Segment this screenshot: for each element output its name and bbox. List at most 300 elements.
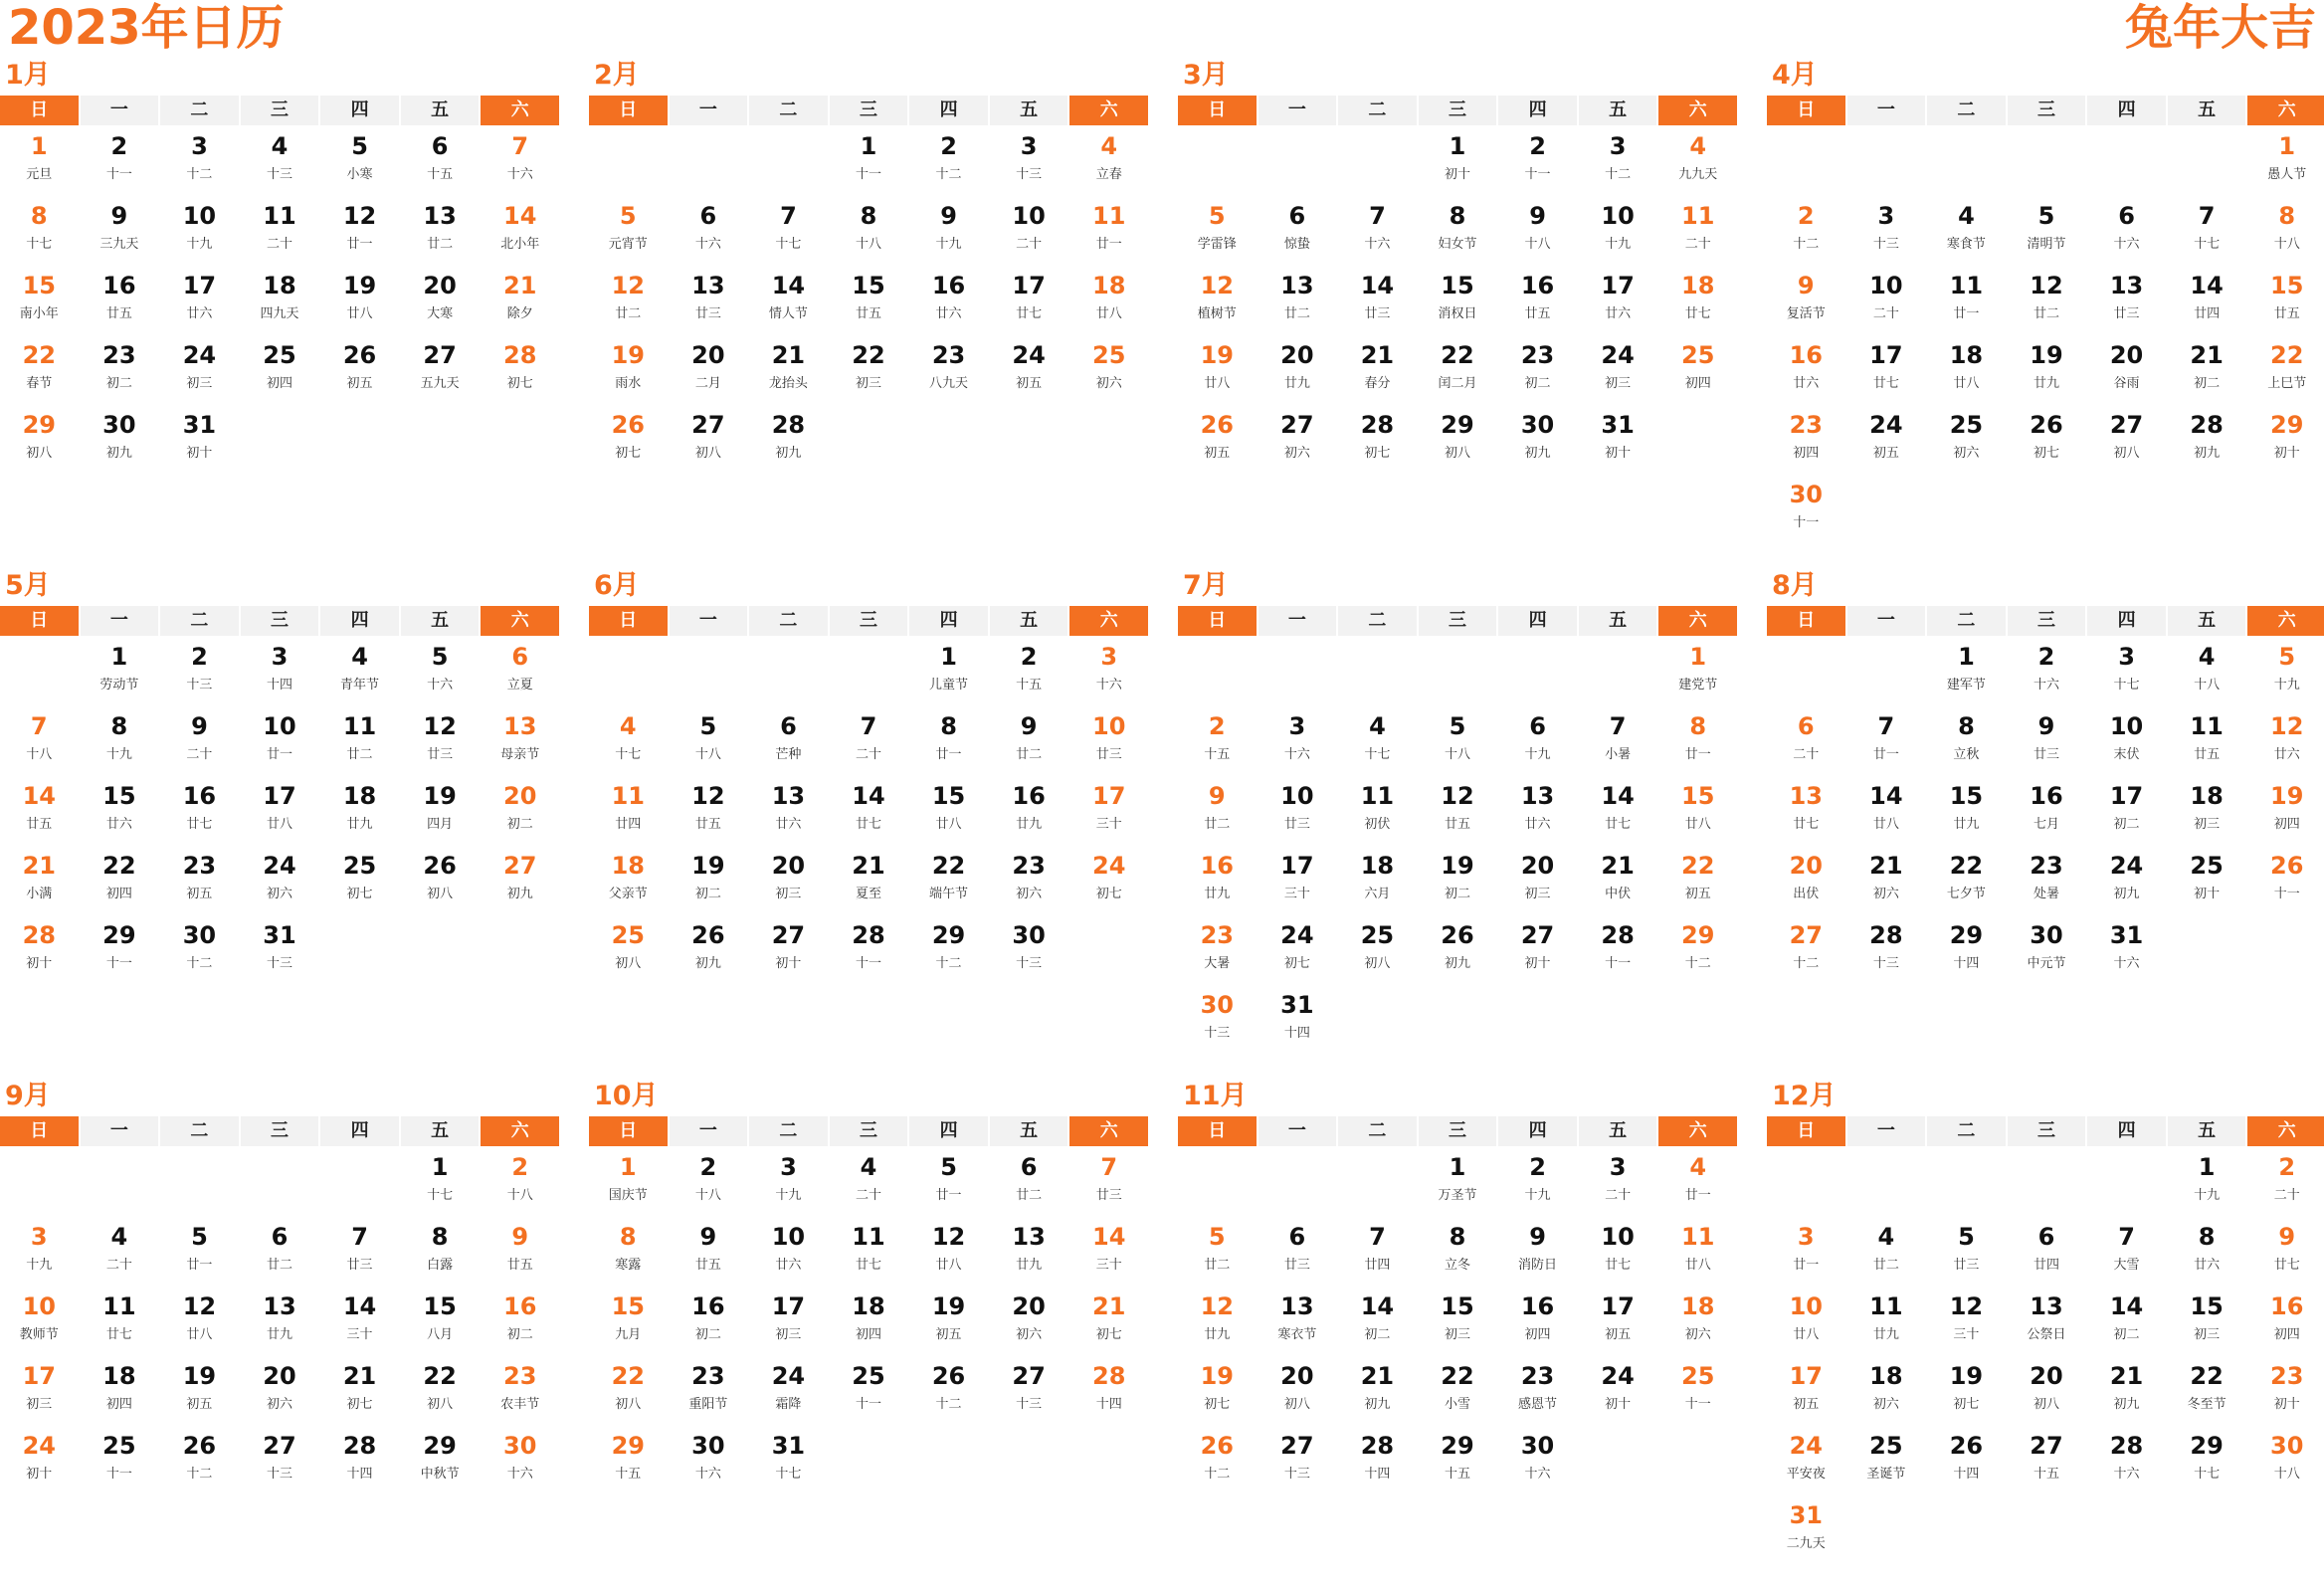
day-cell bbox=[1259, 709, 1337, 779]
day-cell bbox=[990, 640, 1068, 709]
day-cell bbox=[670, 269, 748, 338]
day-number: 15 bbox=[2270, 272, 2304, 299]
lunar-label: 初七 bbox=[1095, 1327, 1122, 1342]
day-number: 17 bbox=[1601, 272, 1635, 299]
weekday-label: 五 bbox=[2168, 606, 2246, 636]
weekday-label: 四 bbox=[320, 606, 399, 636]
day-cell bbox=[1847, 269, 1926, 338]
day-cell bbox=[0, 1359, 79, 1429]
lunar-label: 雨水 bbox=[615, 376, 642, 391]
day-number: 28 bbox=[2109, 1432, 2144, 1460]
day-cell bbox=[2247, 408, 2324, 478]
day-number: 21 bbox=[1092, 1292, 1126, 1320]
lunar-label: 立冬 bbox=[1444, 1258, 1470, 1273]
day-cell bbox=[1178, 988, 1257, 1058]
lunar-label: 初十 bbox=[1444, 167, 1470, 182]
weekday-header bbox=[589, 1116, 1148, 1146]
day-cell bbox=[749, 199, 828, 269]
day-number: 10 bbox=[1601, 1223, 1635, 1251]
day-cell bbox=[1338, 849, 1417, 918]
day-cell bbox=[1069, 1289, 1148, 1359]
day-cell bbox=[990, 199, 1068, 269]
day-number: 9 bbox=[511, 1223, 529, 1251]
weekday-label: 二 bbox=[160, 96, 239, 125]
lunar-label: 初九 bbox=[2113, 887, 2140, 901]
lunar-label: 十三 bbox=[1872, 956, 1899, 971]
day-number: 10 bbox=[1280, 782, 1314, 810]
day-number: 12 bbox=[2270, 712, 2304, 740]
day-number: 18 bbox=[1869, 1362, 1903, 1390]
day-cell bbox=[481, 640, 559, 709]
lunar-label: 初四 bbox=[2273, 1327, 2300, 1342]
lunar-label: 十八 bbox=[694, 1188, 721, 1203]
lunar-label: 十八 bbox=[855, 237, 881, 252]
lunar-label: 十七 bbox=[615, 747, 642, 762]
lunar-label: 十二 bbox=[1684, 956, 1711, 971]
day-cell bbox=[1498, 849, 1577, 918]
day-cell bbox=[1259, 779, 1337, 849]
day-cell bbox=[909, 709, 988, 779]
day-cell bbox=[481, 849, 559, 918]
day-cell bbox=[589, 709, 668, 779]
weekday-label: 六 bbox=[481, 606, 559, 636]
day-cell bbox=[1579, 129, 1657, 199]
lunar-label: 初八 bbox=[427, 1397, 454, 1412]
month-title: 1月 bbox=[5, 60, 51, 91]
weekday-label: 二 bbox=[1338, 606, 1417, 636]
day-number: 27 bbox=[1789, 921, 1823, 949]
day-cell bbox=[0, 269, 79, 338]
day-grid bbox=[0, 129, 559, 478]
day-cell bbox=[1259, 1289, 1337, 1359]
lunar-label: 二十 bbox=[1605, 1188, 1632, 1203]
lunar-label: 十二 bbox=[1793, 956, 1820, 971]
weekday-label: 三 bbox=[830, 96, 908, 125]
lunar-label: 初九 bbox=[105, 446, 132, 461]
month-block bbox=[1767, 56, 2324, 566]
day-number: 11 bbox=[1681, 1223, 1715, 1251]
day-cell bbox=[81, 1220, 159, 1289]
day-number: 31 bbox=[771, 1432, 806, 1460]
lunar-label: 建军节 bbox=[1946, 678, 1986, 693]
day-cell bbox=[401, 779, 480, 849]
lunar-label: 十九 bbox=[1605, 237, 1632, 252]
weekday-label: 五 bbox=[401, 606, 480, 636]
lunar-label: 十一 bbox=[855, 167, 881, 182]
day-number: 4 bbox=[1369, 712, 1386, 740]
day-cell bbox=[1259, 918, 1337, 988]
weekday-label: 四 bbox=[320, 1116, 399, 1146]
lunar-label: 十八 bbox=[26, 747, 53, 762]
day-cell bbox=[830, 1359, 908, 1429]
day-number: 16 bbox=[102, 272, 136, 299]
lunar-label: 廿一 bbox=[935, 1188, 962, 1203]
empty-day-cell bbox=[1847, 1150, 1926, 1220]
day-number: 25 bbox=[1092, 341, 1126, 369]
day-cell bbox=[1927, 408, 2006, 478]
day-cell bbox=[481, 129, 559, 199]
day-cell bbox=[1767, 918, 1845, 988]
day-cell bbox=[1498, 269, 1577, 338]
weekday-label: 五 bbox=[1579, 606, 1657, 636]
empty-day-cell bbox=[2008, 1150, 2086, 1220]
day-cell bbox=[1259, 338, 1337, 408]
day-cell bbox=[2087, 849, 2166, 918]
day-number: 24 bbox=[1280, 921, 1314, 949]
day-cell bbox=[589, 1220, 668, 1289]
weekday-label: 六 bbox=[1658, 96, 1737, 125]
day-cell bbox=[481, 1150, 559, 1220]
day-number: 22 bbox=[611, 1362, 645, 1390]
day-cell bbox=[670, 338, 748, 408]
lunar-label: 清明节 bbox=[2027, 237, 2066, 252]
day-cell bbox=[2168, 1150, 2246, 1220]
day-number: 13 bbox=[1280, 1292, 1314, 1320]
day-cell bbox=[481, 199, 559, 269]
lunar-label: 十四 bbox=[1364, 1467, 1391, 1482]
day-number: 19 bbox=[1441, 852, 1474, 880]
day-cell bbox=[481, 709, 559, 779]
lunar-label: 十六 bbox=[1283, 747, 1310, 762]
weekday-label: 日 bbox=[1178, 606, 1257, 636]
day-number: 5 bbox=[351, 132, 368, 160]
day-cell bbox=[990, 1289, 1068, 1359]
lunar-label: 廿四 bbox=[2194, 306, 2221, 321]
day-number: 28 bbox=[342, 1432, 377, 1460]
lunar-label: 廿九 bbox=[1016, 1258, 1043, 1273]
lunar-label: 十七 bbox=[775, 1467, 802, 1482]
lunar-label: 廿一 bbox=[935, 747, 962, 762]
day-number: 8 bbox=[619, 1223, 637, 1251]
lunar-label: 夏至 bbox=[855, 887, 881, 901]
lunar-label: 初七 bbox=[346, 887, 373, 901]
day-number: 7 bbox=[1877, 712, 1895, 740]
lunar-label: 初六 bbox=[266, 887, 292, 901]
day-number: 12 bbox=[423, 712, 457, 740]
day-cell bbox=[1927, 918, 2006, 988]
day-number: 17 bbox=[1280, 852, 1314, 880]
day-number: 28 bbox=[1360, 1432, 1395, 1460]
day-number: 8 bbox=[1958, 712, 1975, 740]
weekday-label: 二 bbox=[749, 96, 828, 125]
day-cell bbox=[481, 779, 559, 849]
weekday-label: 一 bbox=[1847, 96, 1926, 125]
day-number: 14 bbox=[2190, 272, 2224, 299]
day-number: 24 bbox=[1092, 852, 1126, 880]
lunar-label: 廿一 bbox=[186, 1258, 213, 1273]
day-cell bbox=[749, 709, 828, 779]
day-number: 10 bbox=[771, 1223, 806, 1251]
lunar-label: 十三 bbox=[1283, 1467, 1310, 1482]
lunar-label: 廿八 bbox=[186, 1327, 213, 1342]
day-cell bbox=[990, 269, 1068, 338]
day-cell bbox=[830, 1220, 908, 1289]
day-number: 18 bbox=[342, 782, 377, 810]
weekday-label: 五 bbox=[1579, 1116, 1657, 1146]
day-number: 15 bbox=[931, 782, 966, 810]
month-block bbox=[1767, 1077, 2324, 1587]
lunar-label: 十一 bbox=[855, 956, 881, 971]
day-cell bbox=[2008, 709, 2086, 779]
day-cell bbox=[1927, 1359, 2006, 1429]
lunar-label: 初三 bbox=[186, 376, 213, 391]
day-number: 2 bbox=[2278, 1153, 2296, 1181]
lunar-label: 寒食节 bbox=[1946, 237, 1986, 252]
lunar-label: 廿三 bbox=[427, 747, 454, 762]
day-number: 29 bbox=[2190, 1432, 2224, 1460]
lunar-label: 廿二 bbox=[2033, 306, 2059, 321]
lunar-label: 十六 bbox=[506, 1467, 533, 1482]
day-cell bbox=[990, 1359, 1068, 1429]
day-number: 6 bbox=[1797, 712, 1815, 740]
day-number: 20 bbox=[2109, 341, 2144, 369]
day-cell bbox=[1658, 849, 1737, 918]
weekday-label: 六 bbox=[1658, 1116, 1737, 1146]
lunar-label: 劳动节 bbox=[99, 678, 139, 693]
empty-day-cell bbox=[2087, 129, 2166, 199]
day-cell bbox=[909, 1220, 988, 1289]
month-title: 11月 bbox=[1183, 1081, 1248, 1111]
lunar-label: 二十 bbox=[105, 1258, 132, 1273]
day-cell bbox=[2247, 1359, 2324, 1429]
lunar-label: 初六 bbox=[1283, 446, 1310, 461]
day-number: 12 bbox=[1949, 1292, 1984, 1320]
lunar-label: 廿八 bbox=[1953, 376, 1980, 391]
day-cell bbox=[2247, 338, 2324, 408]
lunar-label: 十五 bbox=[427, 167, 454, 182]
empty-day-cell bbox=[2008, 129, 2086, 199]
weekday-label: 三 bbox=[241, 96, 319, 125]
day-cell bbox=[1658, 199, 1737, 269]
day-number: 21 bbox=[2190, 341, 2224, 369]
lunar-label: 廿六 bbox=[1524, 817, 1551, 832]
day-cell bbox=[1178, 849, 1257, 918]
day-number: 11 bbox=[852, 1223, 885, 1251]
day-cell bbox=[1767, 269, 1845, 338]
empty-day-cell bbox=[81, 1150, 159, 1220]
day-number: 15 bbox=[1441, 272, 1474, 299]
lunar-label: 三十 bbox=[346, 1327, 373, 1342]
month-title: 2月 bbox=[594, 60, 640, 91]
day-number: 20 bbox=[263, 1362, 296, 1390]
lunar-label: 初七 bbox=[2033, 446, 2059, 461]
day-grid bbox=[1767, 640, 2324, 988]
day-number: 20 bbox=[503, 782, 537, 810]
lunar-label: 初三 bbox=[775, 1327, 802, 1342]
lunar-label: 初八 bbox=[615, 1397, 642, 1412]
day-number: 28 bbox=[852, 921, 885, 949]
lunar-label: 廿三 bbox=[2033, 747, 2059, 762]
day-number: 23 bbox=[2030, 852, 2063, 880]
lunar-label: 十二 bbox=[935, 956, 962, 971]
day-cell bbox=[1069, 1220, 1148, 1289]
day-cell bbox=[1498, 338, 1577, 408]
lunar-label: 廿二 bbox=[1872, 1258, 1899, 1273]
day-number: 9 bbox=[940, 202, 957, 230]
day-number: 2 bbox=[940, 132, 957, 160]
day-cell bbox=[481, 269, 559, 338]
day-cell bbox=[589, 408, 668, 478]
day-grid bbox=[589, 640, 1148, 988]
day-number: 22 bbox=[423, 1362, 457, 1390]
day-number: 10 bbox=[1601, 202, 1635, 230]
day-number: 1 bbox=[1689, 643, 1707, 671]
day-cell bbox=[749, 918, 828, 988]
day-number: 13 bbox=[691, 272, 725, 299]
day-cell bbox=[2168, 338, 2246, 408]
lunar-label: 初八 bbox=[694, 446, 721, 461]
lunar-label: 廿七 bbox=[105, 1327, 132, 1342]
lunar-label: 十九 bbox=[186, 237, 213, 252]
day-cell bbox=[830, 269, 908, 338]
day-number: 24 bbox=[1601, 341, 1635, 369]
day-cell bbox=[2168, 779, 2246, 849]
day-cell bbox=[1338, 1289, 1417, 1359]
day-number: 6 bbox=[1020, 1153, 1038, 1181]
day-number: 4 bbox=[351, 643, 368, 671]
day-number: 21 bbox=[1869, 852, 1903, 880]
day-number: 30 bbox=[1789, 481, 1823, 508]
weekday-label: 一 bbox=[670, 1116, 748, 1146]
day-number: 16 bbox=[931, 272, 966, 299]
day-cell bbox=[320, 709, 399, 779]
lunar-label: 学雷锋 bbox=[1197, 237, 1237, 252]
day-cell bbox=[1767, 1498, 1845, 1568]
day-number: 28 bbox=[2190, 411, 2224, 439]
lunar-label: 十二 bbox=[1793, 237, 1820, 252]
day-grid bbox=[0, 640, 559, 988]
lunar-label: 初八 bbox=[1444, 446, 1470, 461]
day-number: 1 bbox=[619, 1153, 637, 1181]
day-number: 15 bbox=[423, 1292, 457, 1320]
day-cell bbox=[0, 849, 79, 918]
lunar-label: 十五 bbox=[615, 1467, 642, 1482]
day-cell bbox=[1259, 1220, 1337, 1289]
day-number: 19 bbox=[2270, 782, 2304, 810]
day-number: 21 bbox=[342, 1362, 377, 1390]
lunar-label: 公祭日 bbox=[2027, 1327, 2066, 1342]
day-number: 24 bbox=[771, 1362, 806, 1390]
day-cell bbox=[1498, 408, 1577, 478]
day-cell bbox=[830, 849, 908, 918]
day-number: 22 bbox=[1441, 1362, 1474, 1390]
day-cell bbox=[2087, 918, 2166, 988]
day-number: 24 bbox=[1601, 1362, 1635, 1390]
lunar-label: 十八 bbox=[2273, 1467, 2300, 1482]
day-cell bbox=[401, 1289, 480, 1359]
empty-day-cell bbox=[589, 129, 668, 199]
day-number: 17 bbox=[182, 272, 217, 299]
day-cell bbox=[1069, 1150, 1148, 1220]
lunar-label: 妇女节 bbox=[1438, 237, 1477, 252]
month-block bbox=[1178, 56, 1737, 566]
weekday-header bbox=[0, 96, 559, 125]
lunar-label: 廿六 bbox=[1605, 306, 1632, 321]
lunar-label: 谷雨 bbox=[2113, 376, 2140, 391]
lunar-label: 二十 bbox=[855, 1188, 881, 1203]
day-cell bbox=[1767, 338, 1845, 408]
empty-day-cell bbox=[1847, 129, 1926, 199]
lunar-label: 十三 bbox=[1016, 167, 1043, 182]
day-number: 3 bbox=[1020, 132, 1038, 160]
empty-day-cell bbox=[1178, 1150, 1257, 1220]
lunar-label: 初七 bbox=[346, 1397, 373, 1412]
day-cell bbox=[1338, 1359, 1417, 1429]
day-number: 14 bbox=[1360, 272, 1395, 299]
day-cell bbox=[2247, 640, 2324, 709]
weekday-label: 三 bbox=[2008, 1116, 2086, 1146]
day-grid bbox=[1767, 1150, 2324, 1568]
day-cell bbox=[0, 1220, 79, 1289]
lunar-label: 上巳节 bbox=[2267, 376, 2307, 391]
lunar-label: 十二 bbox=[186, 167, 213, 182]
day-cell bbox=[1419, 1429, 1497, 1498]
day-number: 18 bbox=[1681, 1292, 1715, 1320]
lunar-label: 廿七 bbox=[1605, 1258, 1632, 1273]
day-number: 16 bbox=[1789, 341, 1823, 369]
lunar-label: 四月 bbox=[427, 817, 454, 832]
lunar-label: 初五 bbox=[1793, 1397, 1820, 1412]
lunar-label: 廿三 bbox=[1095, 1188, 1122, 1203]
lunar-label: 初四 bbox=[266, 376, 292, 391]
lunar-label: 初五 bbox=[186, 1397, 213, 1412]
day-number: 1 bbox=[860, 132, 877, 160]
day-number: 21 bbox=[1360, 1362, 1395, 1390]
day-number: 7 bbox=[1369, 202, 1386, 230]
weekday-label: 二 bbox=[749, 606, 828, 636]
lunar-label: 十六 bbox=[2113, 237, 2140, 252]
day-number: 4 bbox=[110, 1223, 128, 1251]
lunar-label: 十五 bbox=[1016, 678, 1043, 693]
weekday-label: 一 bbox=[81, 606, 159, 636]
day-cell bbox=[1847, 1429, 1926, 1498]
day-number: 6 bbox=[511, 643, 529, 671]
lunar-label: 十八 bbox=[1444, 747, 1470, 762]
day-cell bbox=[1419, 269, 1497, 338]
day-number: 29 bbox=[2270, 411, 2304, 439]
day-number: 5 bbox=[2037, 202, 2055, 230]
day-number: 29 bbox=[1681, 921, 1715, 949]
day-number: 14 bbox=[771, 272, 806, 299]
day-number: 30 bbox=[1520, 1432, 1555, 1460]
day-number: 7 bbox=[780, 202, 797, 230]
lunar-label: 廿二 bbox=[1016, 747, 1043, 762]
day-number: 3 bbox=[271, 643, 289, 671]
day-cell bbox=[1658, 338, 1737, 408]
lunar-label: 万圣节 bbox=[1438, 1188, 1477, 1203]
day-cell bbox=[990, 849, 1068, 918]
day-number: 17 bbox=[22, 1362, 56, 1390]
day-number: 15 bbox=[1441, 1292, 1474, 1320]
day-cell bbox=[320, 1220, 399, 1289]
lunar-label: 初七 bbox=[1364, 446, 1391, 461]
day-cell bbox=[589, 918, 668, 988]
day-cell bbox=[1069, 709, 1148, 779]
day-cell bbox=[749, 408, 828, 478]
day-number: 20 bbox=[1280, 1362, 1314, 1390]
day-number: 7 bbox=[1100, 1153, 1118, 1181]
weekday-label: 日 bbox=[0, 96, 79, 125]
lunar-label: 初十 bbox=[1524, 956, 1551, 971]
lunar-label: 十四 bbox=[1953, 956, 1980, 971]
lunar-label: 端午节 bbox=[929, 887, 969, 901]
lunar-label: 十六 bbox=[694, 237, 721, 252]
day-cell bbox=[0, 338, 79, 408]
weekday-header bbox=[1178, 606, 1737, 636]
day-number: 19 bbox=[1200, 1362, 1234, 1390]
day-number: 4 bbox=[860, 1153, 877, 1181]
day-number: 19 bbox=[342, 272, 377, 299]
